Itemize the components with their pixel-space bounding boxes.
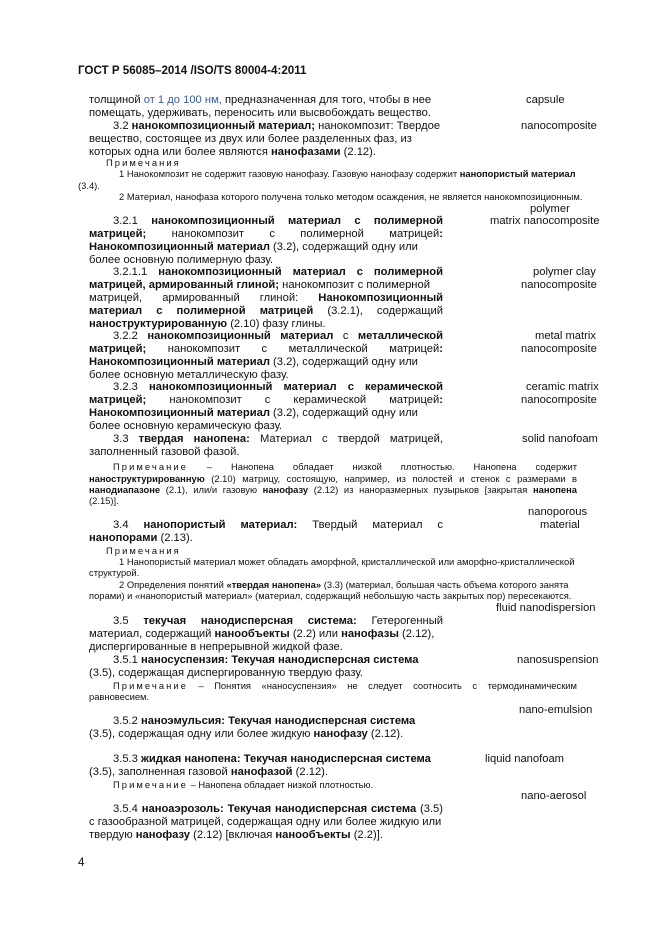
english-term: ceramic matrix [526,381,599,393]
note-line: равновесием. [89,691,150,702]
english-term: polymer [530,203,570,215]
term-3-2-2-line: 3.2.2 нанокомпозиционный материал с металлической [113,330,444,342]
english-term: nanocomposite [521,343,597,355]
term-3-2-1-line: Нанокомпозиционный материал (3.2), содержащий одну или [89,241,418,253]
term-3-5-3-line: 3.5.3 жидкая нанопена: Текучая нанодисперсная система [113,753,431,765]
term-3-2-1-line: 3.2.1 нанокомпозиционный материал с полимерной [113,215,443,227]
note-line: Примечание – Понятия «наносуспензия» не следует соотносить с термодинамическим [113,680,577,691]
english-term: nanocomposite [521,394,597,406]
note-line: Примечание – Нанопена обладает низкой плотностью. [113,779,374,790]
note-line: порами) и «нанопористый материал» (материал, содержащий небольшую часть закрытых пор) пересекаются. [89,590,572,601]
term-3-2-1-line: более основную полимерную фазу. [89,254,273,266]
term-3-2-3-line: Нанокомпозиционный материал (3.2), содержащий одну или [89,407,418,419]
note-line: нанодиапазоне (2.1), или/и газовую нанофазу (2.12) из наноразмерных пузырьков [закрытая нанопена [89,484,578,495]
note-line: 1 Нанопористый материал может обладать аморфной, кристаллической или аморфно-кристаллической [119,556,575,567]
term-3-5-2-line: 3.5.2 наноэмульсия: Текучая нанодисперсная система [113,715,416,727]
term-3-2-1-line: матрицей; нанокомпозит с полимерной матрицей: [89,228,444,240]
note-line: 2 Материал, нанофаза которого получена только методом осаждения, не является нанокомпозиционным. [119,191,583,202]
english-term: polymer clay [533,266,596,278]
note-heading: Примечания [106,157,181,168]
text-line: помещать, удерживать, переносить или высвобождать вещество. [89,107,431,119]
english-term: material [540,519,580,531]
term-3-2-1-1-line: матрицей, армированный глиной; нанокомпозит с полимерной [89,279,430,291]
term-3-2-2-line: матрицей; нанокомпозит с металлической матрицей: [89,343,443,355]
note-line: 1 Нанокомпозит не содержит газовую нанофазу. Газовую нанофазу содержит нанопористый материал [119,168,576,179]
term-3-2-3-line: 3.2.3 нанокомпозиционный материал с керамической [113,381,443,393]
term-3-2-3-line: матрицей; нанокомпозит с керамической матрицей: [89,394,443,406]
term-3-5-2-line: (3.5), содержащая одну или более жидкую нанофазу (2.12). [89,728,404,740]
note-line: наноструктурированную (2.10) матрицу, состоящую, например, из полостей и стенок с размерами в [89,473,577,484]
term-3-2-2-line: Нанокомпозиционный материал (3.2), содержащий одну или [89,356,418,368]
english-term: nano-aerosol [521,790,587,802]
note-line: (2.15)]. [89,495,119,506]
term-3-3-line: заполненный газовой фазой. [89,446,240,458]
term-3-5-1-line: 3.5.1 наносуспензия: Текучая нанодисперсная система [113,654,419,666]
english-term: nanocomposite [521,120,597,132]
term-3-2-1-1-line: материал с полимерной матрицей (3.2.1), содержащий [89,305,443,317]
note-line: 2 Определения понятий «твердая нанопена» (3.3) (материал, большая часть объема которого занята [119,579,569,590]
term-3-5-line: 3.5 текучая нанодисперсная система: Гетерогенный [113,615,444,627]
english-term: liquid nanofoam [485,753,564,765]
english-term: nanoporous [528,506,588,518]
term-3-2-line: которых одна или более являются нанофазами (2.12). [89,146,376,158]
note-heading: Примечания [106,545,181,556]
note-line: (3.4). [78,180,100,191]
term-3-4-line: 3.4 нанопористый материал: Твердый материал с [113,519,444,531]
english-term: matrix nanocomposite [490,215,600,227]
english-term: nanosuspension [517,654,599,666]
term-3-5-line: материал, содержащий нанообъекты (2.2) или нанофазы (2.12), [89,628,435,640]
term-3-2-1-1-line: матрицей, армированный глиной: Нанокомпозиционный [89,292,444,304]
term-3-2-line: 3.2 нанокомпозиционный материал; нанокомпозит: Твердое [113,120,441,132]
text-line: толщиной от 1 до 100 нм, предназначенная для того, чтобы в нее [89,94,432,106]
note-line: Примечание – Нанопена обладает низкой плотностью. Нанопена содержит [113,461,578,472]
document-header: ГОСТ Р 56085–2014 /ISO/TS 80004-4:2011 [78,64,307,77]
term-3-2-2-line: более основную металлическую фазу. [89,369,289,381]
english-term: metal matrix [535,330,596,342]
english-term: fluid nanodispersion [496,602,596,614]
english-term: capsule [526,94,565,106]
term-3-5-4-line: твердую нанофазу (2.12) [включая нанообъекты (2.2)]. [89,829,383,841]
note-line: структурой. [89,567,140,578]
term-3-5-line: диспергированные в непрерывной жидкой фазе. [89,641,343,653]
term-3-2-line: вещество, состоящее из двух или более разделенных фаз, из [89,133,412,145]
term-3-5-4-line: 3.5.4 наноаэрозоль: Текучая нанодисперсная система (3.5) [113,803,444,815]
english-term: nano-emulsion [519,704,593,716]
english-term: solid nanofoam [522,433,598,445]
term-3-5-4-line: с газообразной матрицей, содержащая одну или более жидкую или [89,816,442,828]
term-3-2-1-1-line: наноструктурированную (2.10) фазу глины. [89,318,326,330]
term-3-5-3-line: (3.5), заполненная газовой нанофазой (2.12). [89,766,329,778]
term-3-3-line: 3.3 твердая нанопена: Материал с твердой матрицей, [113,433,444,445]
page-number: 4 [78,856,85,869]
english-term: nanocomposite [521,279,597,291]
term-3-4-line: нанопорами (2.13). [89,532,193,544]
term-3-5-1-line: (3.5), содержащая диспергированную твердую фазу. [89,667,363,679]
term-3-2-3-line: более основную керамическую фазу. [89,420,283,432]
term-3-2-1-1-line: 3.2.1.1 нанокомпозиционный материал с полимерной [113,266,444,278]
